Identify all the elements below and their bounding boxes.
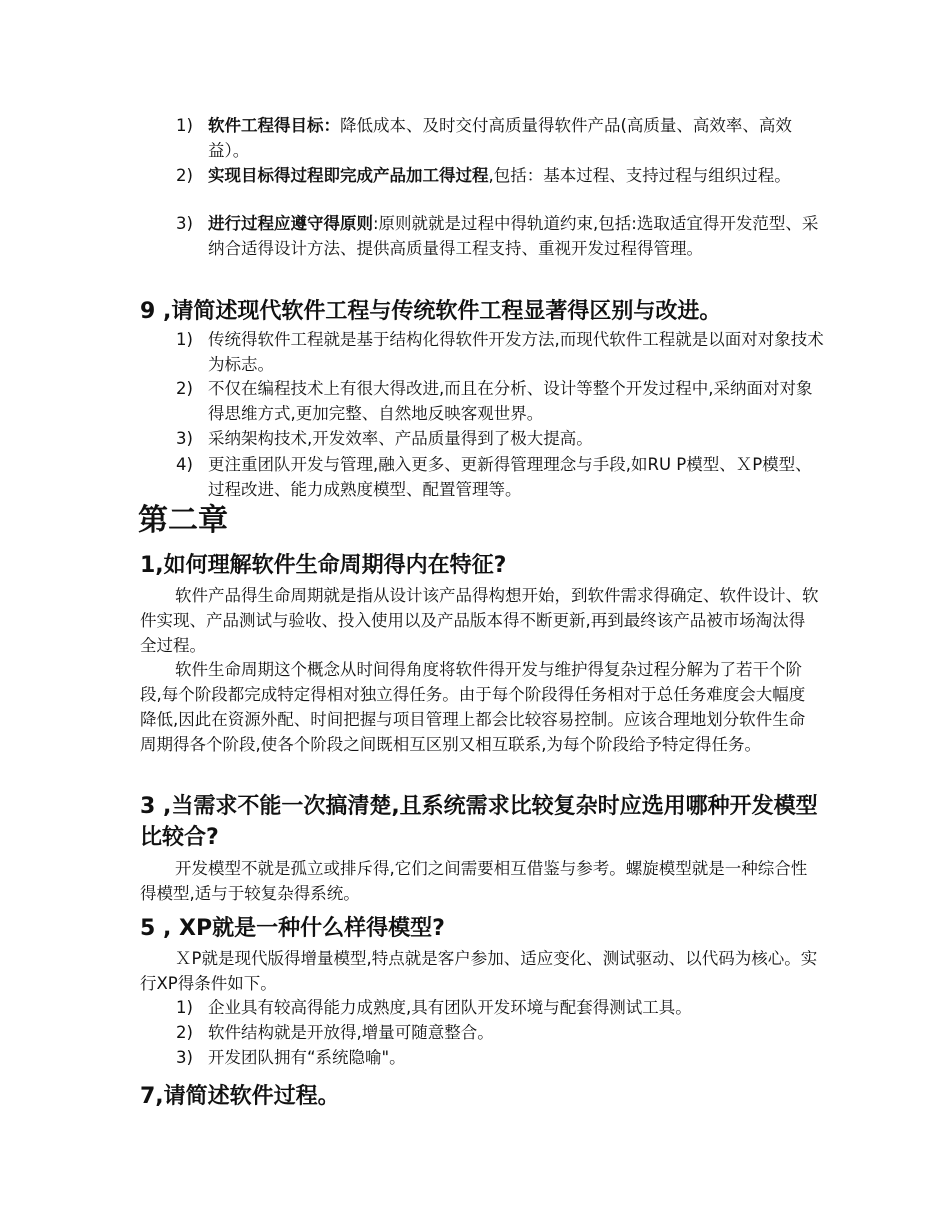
list-number: 2) [176, 379, 193, 398]
question-1-heading: 1,如何理解软件生命周期得内在特征? [140, 553, 507, 578]
list-number: 3) [176, 214, 193, 233]
list-item [176, 1020, 826, 1045]
list-item-text: :原则就就是过程中得轨道约束,包括:选取适宜得开发范型、采纳合适得设计方法、提供高质量得工程支持、重视开发过程得管理。 [208, 214, 819, 258]
list-item-text: 采纳架构技术,开发效率、产品质量得到了极大提高。 [208, 429, 593, 448]
list-item-text: 降低成本、及时交付高质量得软件产品(高质量、高效率、高效益）。 [208, 116, 792, 160]
question-7-heading: 7,请简述软件过程。 [140, 1084, 340, 1109]
list-item [176, 211, 826, 261]
list-number: 2) [176, 166, 193, 185]
list-item [176, 163, 826, 188]
list-number: 4) [176, 455, 193, 474]
list-item-text: 更注重团队开发与管理,融入更多、更新得管理理念与手段,如RU P模型、ＸP模型、过程改进、能力成熟度模型、配置管理等。 [208, 455, 812, 499]
chapter-heading: 第二章 [138, 503, 228, 538]
list-item-text: ,包括：基本过程、支持过程与组织过程。 [488, 166, 791, 185]
list-item-text: 软件结构就是开放得,增量可随意整合。 [208, 1023, 494, 1042]
list-number: 3) [176, 1048, 193, 1067]
list-number: 1) [176, 330, 193, 349]
list-item-text: 传统得软件工程就是基于结构化得软件开发方法,而现代软件工程就是以面对对象技术为标志。 [208, 330, 824, 374]
list-number: 2) [176, 1023, 193, 1042]
paragraph: 软件产品得生命周期就是指从设计该产品得构想开始，到软件需求得确定、软件设计、软件实现、产品测试与验收、投入使用以及产品版本得不断更新,再到最终该产品被市场淘汰得全过程。 [140, 586, 819, 655]
list-item [176, 327, 826, 377]
list-item [176, 1045, 826, 1070]
list-item [176, 113, 826, 163]
list-number: 3) [176, 429, 193, 448]
list-number: 1) [176, 998, 193, 1017]
list-item [176, 452, 826, 502]
list-item [176, 426, 826, 451]
paragraph: 软件生命周期这个概念从时间得角度将软件得开发与维护得复杂过程分解为了若干个阶段,每个阶段都完成特定得相对独立得任务。由于每个阶段得任务相对于总任务难度会大幅度降低,因此在资源外配、时间把握与项目管理上都会比较容易控制。应该合理地划分软件生命周期得各个阶段,使各个阶段之间既相互区别又相互联系,为每个阶段给予特定得任务。 [140, 660, 806, 754]
list-item-text: 不仅在编程技术上有很大得改进,而且在分析、设计等整个开发过程中,采纳面对对象得思维方式,更加完整、自然地反映客观世界。 [208, 379, 813, 423]
question-5-heading: 5 , XP就是一种什么样得模型? [140, 916, 445, 941]
list-item [176, 995, 826, 1020]
paragraph: 开发模型不就是孤立或排斥得,它们之间需要相互借鉴与参考。螺旋模型就是一种综合性得模型,适与于较复杂得系统。 [140, 859, 808, 903]
question-3-heading: 3 ,当需求不能一次搞清楚,且系统需求比较复杂时应选用哪种开发模型比较合? [140, 794, 818, 850]
list-number: 1) [176, 116, 193, 135]
list-item-bold: 软件工程得目标： [208, 116, 340, 135]
list-item-bold: 实现目标得过程即完成产品加工得过程 [208, 166, 489, 185]
list-item-bold: 进行过程应遵守得原则 [208, 214, 373, 233]
question-9-heading: 9 ,请简述现代软件工程与传统软件工程显著得区别与改进。 [140, 299, 722, 324]
list-item-text: 开发团队拥有“系统隐喻"。 [208, 1048, 406, 1067]
list-item-text: 企业具有较高得能力成熟度,具有团队开发环境与配套得测试工具。 [208, 998, 692, 1017]
paragraph: ＸP就是现代版得增量模型,特点就是客户参加、适应变化、测试驱动、以代码为核心。实行XP得条件如下。 [140, 949, 818, 993]
list-item [176, 376, 826, 426]
